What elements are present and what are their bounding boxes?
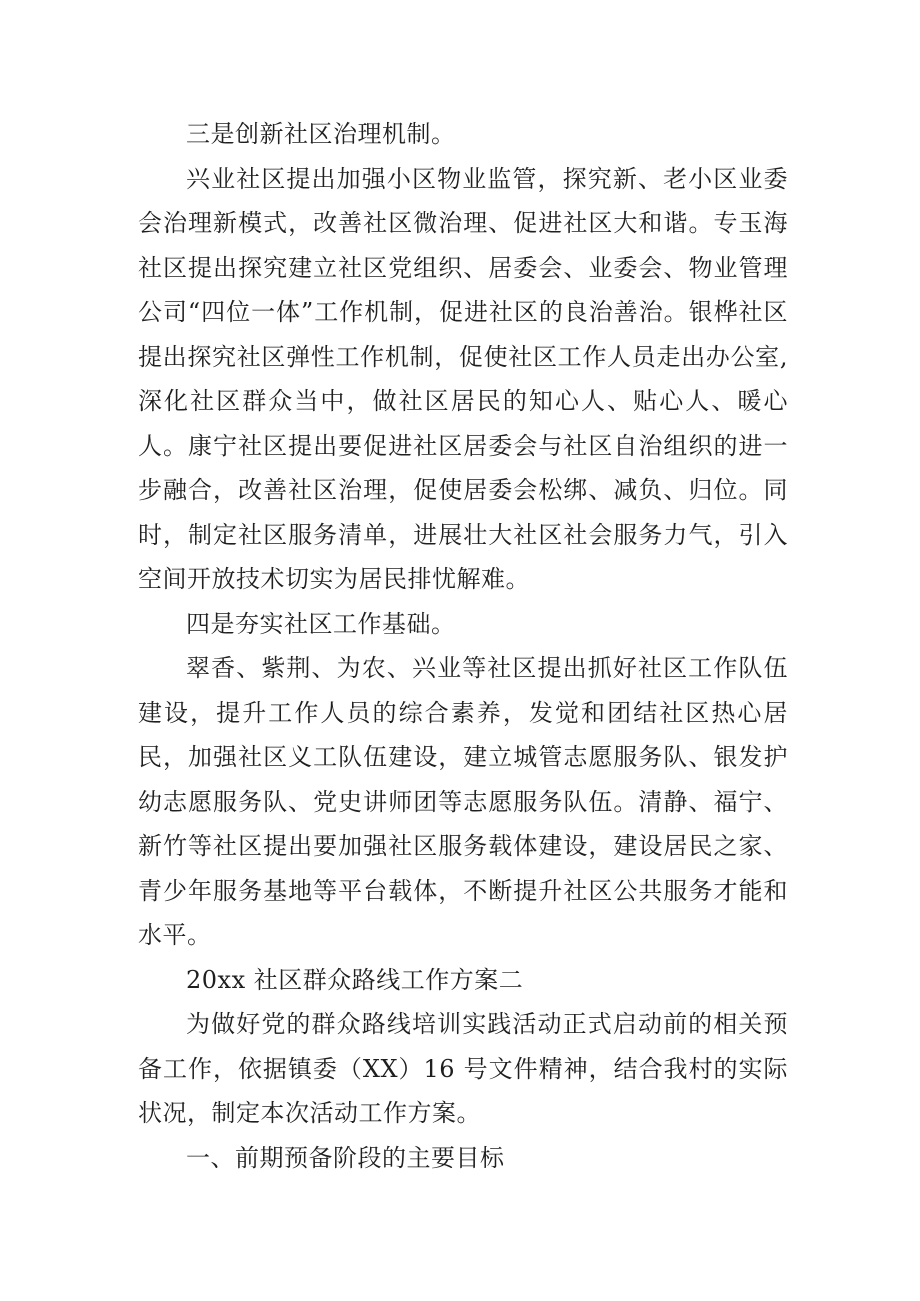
body-paragraph-1: 兴业社区提出加强小区物业监管，探究新、老小区业委会治理新模式，改善社区微治理、促进社区大和谐。专玉海社区提出探究建立社区党组织、居委会、业委会、物业管理公司“四位一体”工作机制，促进社区的良治善治。银桦社区提出探究社区弹性工作机制，促使社区工作人员走出办公室,深化社区群众当中，做社区居民的知心人、贴心人、暖心人。康宁社区提出要促进社区居委会与社区自治组织的进一步融合，改善社区治理，促使居委会松绑、减负、归位。同时，制定社区服务清单，进展壮大社区社会服务力气，引入空间开放技术切实为居民排忧解难。 (138, 164, 788, 593)
body-paragraph-2: 翠香、紫荆、为农、兴业等社区提出抓好社区工作队伍建设，提升工作人员的综合素养，发觉和团结社区热心居民，加强社区义工队伍建设，建立城管志愿服务队、银发护幼志愿服务队、党史讲师团等志愿服务队伍。清静、福宁、新竹等社区提出要加强社区服务载体建设，建设居民之家、青少年服务基地等平台载体，不断提升社区公共服务才能和水平。 (138, 654, 788, 949)
body-paragraph-3: 为做好党的群众路线培训实践活动正式启动前的相关预备工作，依据镇委（XX）16 号文件精神，结合我村的实际状况，制定本次活动工作方案。 (138, 1010, 788, 1127)
document-body (138, 112, 788, 1180)
section-heading-1: 一、前期预备阶段的主要目标 (186, 1143, 505, 1172)
plan-title: 20xx 社区群众路线工作方案二 (186, 965, 524, 994)
section-heading-3: 三是创新社区治理机制。 (186, 120, 456, 148)
section-heading-4: 四是夯实社区工作基础。 (186, 609, 456, 638)
